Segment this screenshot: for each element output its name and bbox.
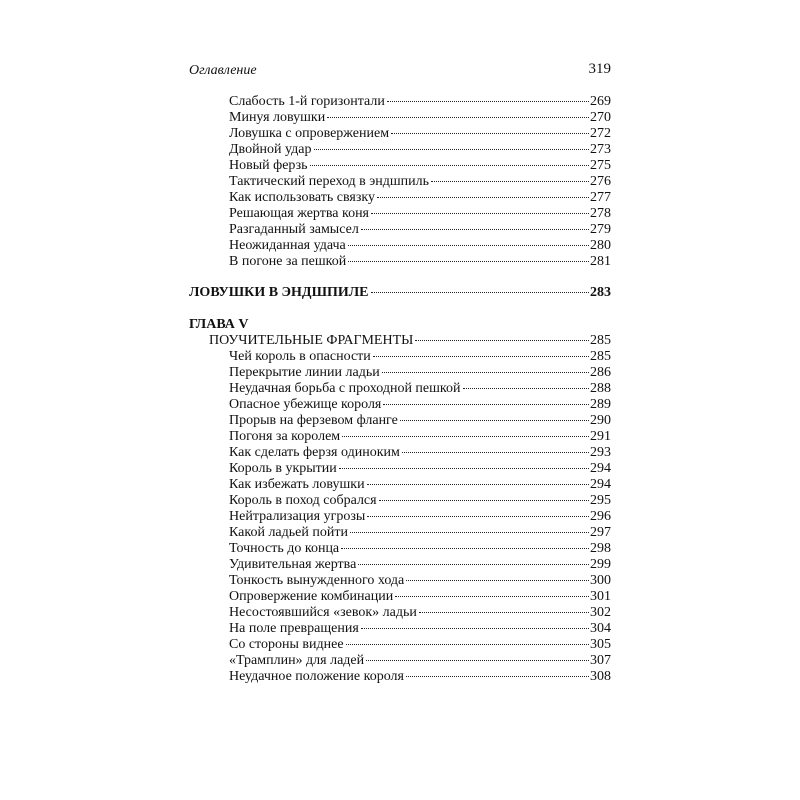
toc-entry-page: 301 [590,589,611,604]
toc-entry [229,397,611,413]
toc-entry-page: 290 [590,413,611,428]
toc-entry-title: Чей король в опасности [229,349,371,364]
dot-leader [400,420,589,421]
toc-entry-title: «Трамплин» для ладей [229,653,365,668]
toc-chapter-title-text: ПОУЧИТЕЛЬНЫЕ ФРАГМЕНТЫ [209,333,414,348]
toc-entry-page: 275 [590,158,611,173]
dot-leader [431,181,589,182]
toc-entry-page: 280 [590,238,611,253]
toc-entry-title: Как избежать ловушки [229,477,365,492]
toc-entry-title: Нейтрализация угрозы [229,509,366,524]
toc-entry-page: 286 [590,365,611,380]
toc-entry [229,669,611,685]
dot-leader [361,628,589,629]
toc-entry-page: 279 [590,222,611,237]
toc-entry [229,365,611,381]
toc-entry-page: 293 [590,445,611,460]
toc-entry [229,413,611,429]
toc-entry-title: Как использовать связку [229,190,375,205]
toc-section [189,285,611,301]
toc-entry-page: 304 [590,621,611,636]
toc-entry-page: 278 [590,206,611,221]
toc-entry-page: 285 [590,349,611,364]
dot-leader [366,660,589,661]
dot-leader [339,468,589,469]
toc-entry-page: 273 [590,142,611,157]
dot-leader [371,292,590,293]
toc-entry [229,557,611,573]
toc-entry [229,238,611,254]
toc-entry-page: 296 [590,509,611,524]
toc-entry-title: Перекрытие линии ладьи [229,365,380,380]
toc-entry [229,541,611,557]
toc-entry-page: 302 [590,605,611,620]
toc-entry [229,509,611,525]
dot-leader [382,372,589,373]
toc-entry-title: Несостоявшийся «зевок» ладьи [229,605,417,620]
toc-entry-page: 289 [590,397,611,412]
dot-leader [358,564,589,565]
toc-entry [229,429,611,445]
toc-entry-title: Удивительная жертва [229,557,357,572]
dot-leader [406,580,589,581]
running-title: Оглавление [189,63,257,78]
toc-entry-title: Тактический переход в эндшпиль [229,174,430,189]
toc-entry-title: Двойной удар [229,142,312,157]
toc-entry [229,110,611,126]
dot-leader [406,676,589,677]
toc-entry-title: Опровержение комбинации [229,589,394,604]
dot-leader [377,197,589,198]
toc-entry-page: 298 [590,541,611,556]
toc-entry [229,254,611,270]
toc-entry [229,653,611,669]
toc-entry-page: 294 [590,461,611,476]
dot-leader [341,548,589,549]
dot-leader [350,532,589,533]
toc-entry-title: Разгаданный замысел [229,222,359,237]
toc-entry [229,190,611,206]
toc-entry [229,174,611,190]
toc-entry [229,126,611,142]
dot-leader [348,261,589,262]
toc-entry-title: Тонкость вынужденного хода [229,573,405,588]
toc-entry-title: Какой ладьей пойти [229,525,348,540]
toc-entry [229,573,611,589]
toc-entry-title: Решающая жертва коня [229,206,369,221]
toc-entry-title: Со стороны виднее [229,637,344,652]
toc-entry [229,477,611,493]
toc-entry [229,445,611,461]
toc-chapter-title-page: 285 [590,333,611,348]
toc-entry [229,222,611,238]
dot-leader [383,404,589,405]
dot-leader [361,229,589,230]
toc-entry-title: Неожиданная удача [229,238,346,253]
dot-leader [327,117,589,118]
toc-entry-title: На поле превращения [229,621,359,636]
toc-entry-page: 305 [590,637,611,652]
toc-entry [229,158,611,174]
toc-entry [229,605,611,621]
toc-entry-page: 300 [590,573,611,588]
dot-leader [419,612,589,613]
toc-entry [229,349,611,365]
toc-entry-page: 281 [590,254,611,269]
toc-entry-title: Слабость 1-й горизонтали [229,94,385,109]
toc-entry-page: 270 [590,110,611,125]
toc-entry [229,589,611,605]
toc-entry-page: 299 [590,557,611,572]
dot-leader [402,452,589,453]
toc-entry [229,206,611,222]
toc-entry-title: Ловушка с опровержением [229,126,390,141]
dot-leader [367,516,589,517]
toc-entry [229,621,611,637]
toc-entry-title: Король в укрытии [229,461,337,476]
toc-entry-title: В погоне за пешкой [229,254,347,269]
toc-entry-page: 272 [590,126,611,141]
toc-entry-page: 276 [590,174,611,189]
toc-entry-page: 288 [590,381,611,396]
toc-section-page: 283 [590,285,611,300]
toc-entry-page: 308 [590,669,611,684]
toc-entry-title: Опасное убежище короля [229,397,382,412]
toc-entry-page: 294 [590,477,611,492]
chapter-heading: ГЛАВА V [189,317,249,332]
dot-leader [342,436,589,437]
toc-entry [229,94,611,110]
toc-entry-title: Новый ферзь [229,158,308,173]
dot-leader [346,644,589,645]
toc-entry [229,461,611,477]
dot-leader [387,101,589,102]
toc-entry-title: Король в поход собрался [229,493,377,508]
toc-chapter-title [209,333,611,349]
toc-entry [229,637,611,653]
toc-entry [229,525,611,541]
dot-leader [314,149,590,150]
dot-leader [391,133,589,134]
dot-leader [463,388,590,389]
toc-entry-page: 291 [590,429,611,444]
toc-entry-title: Неудачная борьба с проходной пешкой [229,381,461,396]
toc-entry-title: Точность до конца [229,541,340,556]
page-number: 319 [588,61,611,77]
toc-entry-title: Минуя ловушки [229,110,326,125]
toc-entry [229,381,611,397]
toc-entry-page: 269 [590,94,611,109]
toc-entry-title: Неудачное положение короля [229,669,404,684]
dot-leader [415,340,589,341]
dot-leader [310,165,590,166]
toc-entry [229,142,611,158]
dot-leader [373,356,589,357]
toc-entry-title: Погоня за королем [229,429,341,444]
dot-leader [371,213,589,214]
toc-entry-page: 295 [590,493,611,508]
toc-entry-page: 297 [590,525,611,540]
dot-leader [367,484,589,485]
toc-entry-page: 307 [590,653,611,668]
toc-entry-title: Как сделать ферзя одиноким [229,445,400,460]
toc-entry [229,493,611,509]
dot-leader [348,245,589,246]
toc-entry-page: 277 [590,190,611,205]
toc-section-title: ЛОВУШКИ В ЭНДШПИЛЕ [189,285,369,300]
dot-leader [379,500,589,501]
dot-leader [395,596,589,597]
toc-entry-title: Прорыв на ферзевом фланге [229,413,398,428]
